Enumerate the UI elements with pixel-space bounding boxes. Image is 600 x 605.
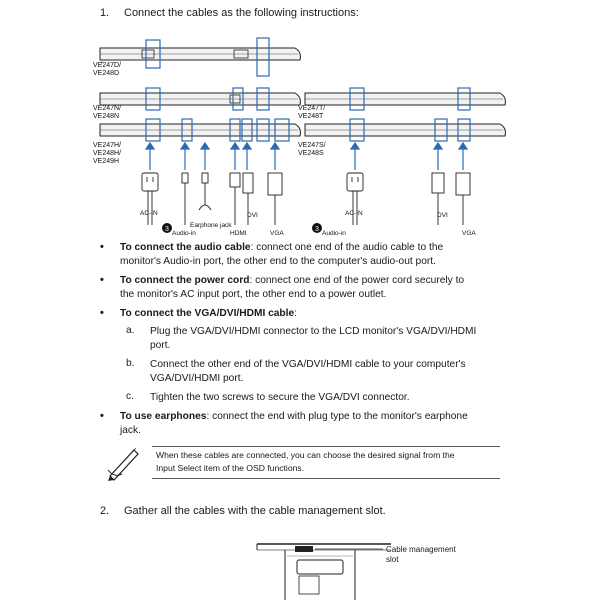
cable-slot-label [386, 545, 456, 565]
bullet-bold: To connect the audio cable [120, 242, 251, 253]
substep-c-line1: Tighten the two screws to secure the VGA/DVI connector. [150, 392, 410, 403]
bullet-dot: • [100, 241, 104, 253]
label-dvi-right: DVI [437, 212, 448, 219]
bullet-text: : connect one end of the power cord securely to [249, 275, 465, 286]
model-label: VE249H [93, 158, 120, 165]
note-line2: Input Select item of the OSD functions. [156, 463, 305, 473]
step1-number: 1. [100, 7, 110, 19]
right-models-2 [298, 142, 326, 158]
model-label: VE247D/ [93, 62, 122, 69]
label-audio-in-left: Audio-in [172, 230, 196, 237]
bullet-earphones-line2: jack. [120, 425, 141, 436]
model-label: VE247H/ [93, 142, 122, 149]
bullet-dot: • [100, 410, 104, 422]
left-models-3 [93, 142, 121, 166]
cable-slot-label-line2: slot [386, 555, 399, 564]
label-earphone-jack: Earphone jack [190, 222, 232, 229]
right-monitor-1 [305, 88, 505, 110]
connection-diagram-svg [90, 30, 510, 240]
model-label: VE248N [93, 113, 120, 120]
left-monitor-2 [100, 88, 300, 110]
note-pen-icon [104, 444, 144, 482]
substep-a-line1: Plug the VGA/DVI/HDMI connector to the LCD monitor's VGA/DVI/HDMI [150, 326, 477, 337]
left-models-1 [93, 62, 121, 78]
bullet-audio-cable [100, 241, 520, 254]
label-hdmi: HDMI [230, 230, 247, 237]
label-dvi-left: DVI [247, 212, 258, 219]
right-cable-connectors [347, 173, 470, 225]
bullet-bold: To connect the VGA/DVI/HDMI cable [120, 308, 295, 319]
label-vga-left: VGA [270, 230, 284, 237]
bullet-vga-dvi-hdmi [100, 307, 520, 320]
right-models-1 [298, 105, 325, 121]
bullet-power-cord [100, 274, 520, 287]
step2-number: 2. [100, 505, 110, 517]
substep-letter: c. [126, 391, 134, 402]
note-line1: When these cables are connected, you can choose the desired signal from the [156, 450, 455, 460]
bullet-bold: To connect the power cord [120, 275, 250, 286]
model-label: VE247S/ [298, 142, 326, 149]
label-ac-in-right: AC-IN [345, 210, 363, 217]
bullet-dot: • [100, 274, 104, 286]
left-monitor-3 [100, 119, 300, 141]
substep-letter: a. [126, 325, 135, 336]
label-vga-right: VGA [462, 230, 476, 237]
substep-a-line2: port. [150, 340, 171, 351]
bullet-audio-cable-line2: monitor's Audio-in port, the other end to the computer's audio-out port. [120, 256, 436, 267]
cable-slot-illustration [255, 536, 395, 600]
left-monitor-1 [100, 38, 300, 76]
bullet-text: : connect the end with plug type to the monitor's earphone [206, 411, 468, 422]
model-label: VE247T/ [298, 105, 326, 112]
bullet-earphones [100, 410, 520, 423]
left-cable-connectors [142, 173, 282, 225]
left-models-2 [93, 105, 121, 121]
note-box [152, 446, 500, 479]
model-label: VE248H/ [93, 150, 122, 157]
step1-text: Connect the cables as the following instructions: [124, 7, 359, 19]
model-label: VE248T [298, 113, 324, 120]
label-ac-in-left: AC-IN [140, 210, 158, 217]
bullet-bold: To use earphones [120, 411, 207, 422]
bullet-text: : [294, 308, 297, 319]
right-monitor-2 [305, 119, 505, 141]
bullet-text: : connect one end of the audio cable to the [250, 242, 444, 253]
connection-diagram [90, 30, 510, 240]
label-audio-in-right: Audio-in [322, 230, 346, 237]
substep-b-line2: VGA/DVI/HDMI port. [150, 373, 244, 384]
bullet-power-cord-line2: the monitor's AC input port, the other end to a power outlet. [120, 289, 387, 300]
step2-text: Gather all the cables with the cable management slot. [124, 505, 386, 517]
substep-letter: b. [126, 358, 135, 369]
bullet-dot: • [100, 307, 104, 319]
model-label: VE247N/ [93, 105, 122, 112]
step-badge-right-number: 3 [315, 226, 319, 233]
model-label: VE248S [298, 150, 324, 157]
cable-slot-label-line1: Cable management [386, 545, 456, 554]
substep-b-line1: Connect the other end of the VGA/DVI/HDMI cable to your computer's [150, 359, 466, 370]
step-badge-left-number: 3 [165, 226, 169, 233]
model-label: VE248D [93, 70, 120, 77]
